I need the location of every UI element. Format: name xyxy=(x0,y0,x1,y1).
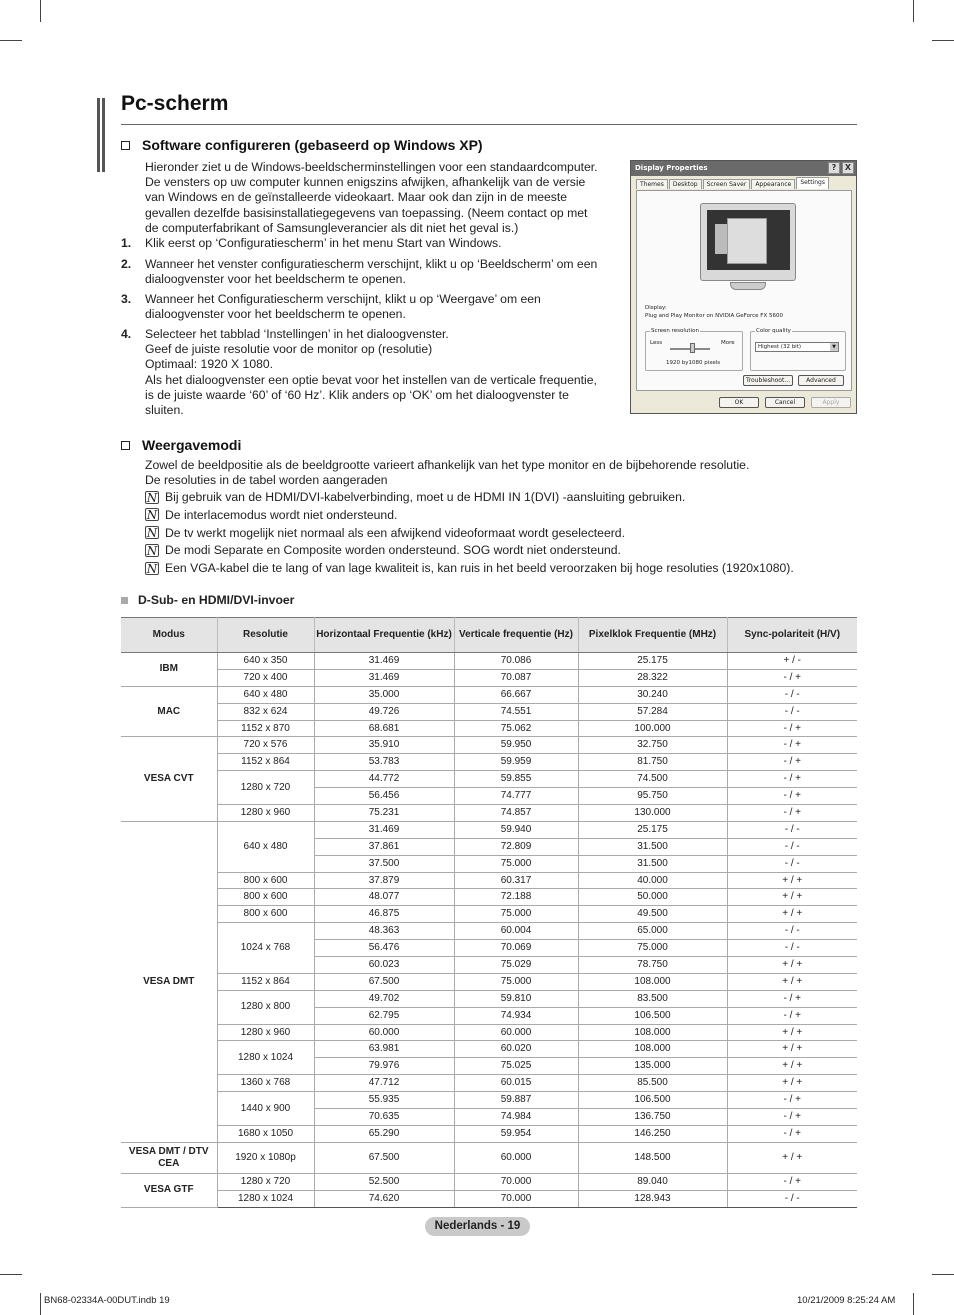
table-row xyxy=(121,1125,857,1142)
note-icon: N xyxy=(146,561,158,576)
h-freq-cell: 60.000 xyxy=(314,1024,454,1041)
v-freq-cell: 59.954 xyxy=(454,1125,578,1142)
pixel-clock-cell: 78.750 xyxy=(578,957,727,974)
sync-polarity-cell: - / - xyxy=(727,1190,857,1207)
sync-polarity-cell: - / + xyxy=(727,720,857,737)
display-label: Display: xyxy=(645,305,667,311)
resolution-group xyxy=(645,328,743,371)
resolution-slider-handle[interactable] xyxy=(690,343,695,353)
note-icon: N xyxy=(146,543,158,558)
color-quality-label: Color quality xyxy=(756,328,791,334)
sync-polarity-cell: + / + xyxy=(727,1142,857,1173)
sync-polarity-cell: - / + xyxy=(727,1125,857,1142)
sync-polarity-cell: - / + xyxy=(727,669,857,686)
text-line: Optimaal: 1920 X 1080. xyxy=(145,357,274,372)
table-row xyxy=(121,1024,857,1041)
table-row xyxy=(121,990,857,1007)
tab-desktop[interactable]: Desktop xyxy=(669,179,702,189)
h-freq-cell: 31.469 xyxy=(314,821,454,838)
v-freq-cell: 75.062 xyxy=(454,720,578,737)
h-freq-cell: 48.077 xyxy=(314,889,454,906)
table-heading-text: D-Sub- en HDMI/DVI-invoer xyxy=(138,593,295,607)
text-line: sluiten. xyxy=(145,403,184,418)
resolution-cell: 1360 x 768 xyxy=(217,1075,314,1092)
square-bullet-icon xyxy=(121,597,128,604)
mode-cell: MAC xyxy=(121,686,217,737)
h-freq-cell: 56.476 xyxy=(314,940,454,957)
v-freq-cell: 74.934 xyxy=(454,1007,578,1024)
v-freq-cell: 70.069 xyxy=(454,940,578,957)
text-line: gevallen dezelfde basisinstallatiegegevens van toepassing. (Neem contact op met xyxy=(145,205,588,220)
column-header: Sync-polariteit (H/V) xyxy=(727,618,857,653)
software-intro xyxy=(145,160,598,236)
color-quality-select[interactable] xyxy=(755,342,839,352)
sync-polarity-cell: - / + xyxy=(727,1109,857,1126)
pixel-clock-cell: 85.500 xyxy=(578,1075,727,1092)
sync-polarity-cell: - / + xyxy=(727,1092,857,1109)
text-line: Als het dialoogvenster een optie bevat voor het instellen van de verticale frequentie, xyxy=(145,372,597,387)
resolution-cell: 1920 x 1080p xyxy=(217,1142,314,1173)
h-freq-cell: 35.910 xyxy=(314,737,454,754)
h-freq-cell: 63.981 xyxy=(314,1041,454,1058)
pixel-clock-cell: 100.000 xyxy=(578,720,727,737)
v-freq-cell: 60.317 xyxy=(454,872,578,889)
h-freq-cell: 49.702 xyxy=(314,990,454,1007)
troubleshoot-button[interactable]: Troubleshoot... xyxy=(743,375,793,386)
text-line: De resoluties in de tabel worden aangeraden xyxy=(145,473,388,488)
h-freq-cell: 31.469 xyxy=(314,653,454,670)
sync-polarity-cell: - / - xyxy=(727,686,857,703)
note-item xyxy=(145,508,397,522)
step-item xyxy=(121,327,625,418)
pixel-clock-cell: 32.750 xyxy=(578,737,727,754)
note-text: De tv werkt mogelijk niet normaal als een afwijkend videoformaat wordt geselecteerd. xyxy=(165,525,625,540)
pixel-clock-cell: 108.000 xyxy=(578,1024,727,1041)
mode-cell: VESA DMT / DTV CEA xyxy=(121,1142,217,1173)
crop-mark xyxy=(932,1274,954,1275)
pixel-clock-cell: 95.750 xyxy=(578,788,727,805)
text-line: Geef de juiste resolutie voor de monitor op (resolutie) xyxy=(145,342,433,357)
section-heading-modes xyxy=(121,437,241,453)
column-header: Horizontaal Frequentie (kHz) xyxy=(314,618,454,653)
sync-polarity-cell: - / + xyxy=(727,1173,857,1190)
pixel-clock-cell: 106.500 xyxy=(578,1092,727,1109)
resolution-label: Screen resolution xyxy=(651,328,699,334)
section-heading-text: Software configureren (gebaseerd op Windows XP) xyxy=(142,137,483,153)
crop-mark xyxy=(932,40,954,41)
text-line: Selecteer het tabblad ‘Instellingen’ in het dialoogvenster. xyxy=(145,327,449,341)
sync-polarity-cell: - / + xyxy=(727,737,857,754)
dialog-titlebar xyxy=(631,161,856,176)
note-text: Bij gebruik van de HDMI/DVI-kabelverbinding, moet u de HDMI IN 1(DVI) -aansluiting gebruiken. xyxy=(165,490,686,504)
table-row xyxy=(121,754,857,771)
note-item xyxy=(145,490,685,504)
crop-mark xyxy=(0,1274,22,1275)
sync-polarity-cell: - / - xyxy=(727,703,857,720)
h-freq-cell: 60.023 xyxy=(314,957,454,974)
column-header: Resolutie xyxy=(217,618,314,653)
column-header: Verticale frequentie (Hz) xyxy=(454,618,578,653)
v-freq-cell: 66.667 xyxy=(454,686,578,703)
sync-polarity-cell: + / + xyxy=(727,973,857,990)
resolution-cell: 800 x 600 xyxy=(217,906,314,923)
resolution-cell: 1280 x 1024 xyxy=(217,1041,314,1075)
pixel-clock-cell: 128.943 xyxy=(578,1190,727,1207)
note-icon: N xyxy=(146,526,158,541)
h-freq-cell: 65.290 xyxy=(314,1125,454,1142)
v-freq-cell: 70.000 xyxy=(454,1173,578,1190)
checkbox-bullet-icon xyxy=(121,441,130,450)
step-item xyxy=(121,257,625,287)
note-text: Een VGA-kabel die te lang of van lage kwaliteit is, kan ruis in het beeld veroorzaken bij hoge resoluties (1920x1080). xyxy=(165,561,794,576)
h-freq-cell: 74.620 xyxy=(314,1190,454,1207)
pixel-clock-cell: 65.000 xyxy=(578,923,727,940)
resolution-cell: 1152 x 864 xyxy=(217,754,314,771)
table-row xyxy=(121,737,857,754)
h-freq-cell: 47.712 xyxy=(314,1075,454,1092)
h-freq-cell: 37.879 xyxy=(314,872,454,889)
table-row xyxy=(121,686,857,703)
text-line: De vensters op uw computer kunnen enigszins afwijken, afhankelijk van de versie xyxy=(145,175,586,190)
less-label: Less xyxy=(650,340,663,346)
text-line: de computerfabrikant of Samsungleverancier als dit niet het geval is.) xyxy=(145,220,519,235)
step-text xyxy=(145,292,625,322)
table-row xyxy=(121,1041,857,1058)
h-freq-cell: 49.726 xyxy=(314,703,454,720)
resolution-cell: 640 x 350 xyxy=(217,653,314,670)
note-text: De interlacemodus wordt niet ondersteund. xyxy=(165,507,398,522)
note-item xyxy=(145,526,625,540)
pixel-clock-cell: 81.750 xyxy=(578,754,727,771)
v-freq-cell: 74.984 xyxy=(454,1109,578,1126)
display-properties-dialog xyxy=(630,160,857,414)
step-text xyxy=(145,257,625,287)
imprint-file: BN68-02334A-00DUT.indb 19 xyxy=(44,1295,170,1306)
table-row xyxy=(121,889,857,906)
text-line: Hieronder ziet u de Windows-beeldscherminstellingen voor een standaardcomputer. xyxy=(145,160,598,174)
note-icon: N xyxy=(146,490,158,505)
step-text xyxy=(145,236,625,251)
modes-intro xyxy=(145,458,749,488)
h-freq-cell: 55.935 xyxy=(314,1092,454,1109)
sync-polarity-cell: - / - xyxy=(727,923,857,940)
h-freq-cell: 44.772 xyxy=(314,771,454,788)
apply-button[interactable]: Apply xyxy=(811,397,851,408)
mode-cell: VESA GTF xyxy=(121,1173,217,1207)
table-row xyxy=(121,1173,857,1190)
pixel-clock-cell: 148.500 xyxy=(578,1142,727,1173)
v-freq-cell: 70.087 xyxy=(454,669,578,686)
text-line: dialoogvenster voor het beeldscherm te openen. xyxy=(145,307,406,322)
dialog-title: Display Properties xyxy=(635,164,708,172)
sync-polarity-cell: - / - xyxy=(727,855,857,872)
table-header-row xyxy=(121,618,857,653)
pixel-clock-cell: 31.500 xyxy=(578,855,727,872)
step-item xyxy=(121,236,625,251)
tab-settings[interactable]: Settings xyxy=(796,177,829,189)
v-freq-cell: 60.015 xyxy=(454,1075,578,1092)
page-title: Pc-scherm xyxy=(121,92,229,115)
pixel-clock-cell: 83.500 xyxy=(578,990,727,1007)
table-row xyxy=(121,821,857,838)
pixel-clock-cell: 25.175 xyxy=(578,653,727,670)
sync-polarity-cell: - / + xyxy=(727,990,857,1007)
text-line: Wanneer het Configuratiescherm verschijnt, klikt u op ‘Weergave’ om een xyxy=(145,292,541,306)
ok-button[interactable]: OK xyxy=(719,397,759,408)
v-freq-cell: 75.029 xyxy=(454,957,578,974)
resolution-cell: 1280 x 960 xyxy=(217,1024,314,1041)
resolution-cell: 1280 x 720 xyxy=(217,1173,314,1190)
tab-themes[interactable]: Themes xyxy=(636,179,668,189)
pixel-clock-cell: 49.500 xyxy=(578,906,727,923)
table-row xyxy=(121,1092,857,1109)
v-freq-cell: 74.777 xyxy=(454,788,578,805)
table-row xyxy=(121,720,857,737)
table-row xyxy=(121,771,857,788)
tab-appearance[interactable]: Appearance xyxy=(751,179,795,189)
title-divider xyxy=(121,124,857,125)
color-quality-value: Highest (32 bit) xyxy=(758,344,802,350)
table-row xyxy=(121,1190,857,1207)
resolution-cell: 1024 x 768 xyxy=(217,923,314,974)
h-freq-cell: 46.875 xyxy=(314,906,454,923)
sync-polarity-cell: + / + xyxy=(727,957,857,974)
v-freq-cell: 74.857 xyxy=(454,805,578,822)
sync-polarity-cell: - / + xyxy=(727,788,857,805)
pixel-clock-cell: 25.175 xyxy=(578,821,727,838)
advanced-button[interactable]: Advanced xyxy=(798,375,844,386)
monitor-preview-icon xyxy=(700,203,796,281)
h-freq-cell: 37.861 xyxy=(314,838,454,855)
resolution-cell: 800 x 600 xyxy=(217,889,314,906)
h-freq-cell: 31.469 xyxy=(314,669,454,686)
sync-polarity-cell: + / - xyxy=(727,653,857,670)
resolution-cell: 720 x 576 xyxy=(217,737,314,754)
v-freq-cell: 70.000 xyxy=(454,1190,578,1207)
note-item xyxy=(145,561,794,575)
display-value: Plug and Play Monitor on NVIDIA GeForce FX 5600 xyxy=(645,313,783,319)
sync-polarity-cell: - / - xyxy=(727,940,857,957)
imprint-date: 10/21/2009 8:25:24 AM xyxy=(797,1295,896,1306)
pixel-clock-cell: 146.250 xyxy=(578,1125,727,1142)
sync-polarity-cell: + / + xyxy=(727,1058,857,1075)
h-freq-cell: 67.500 xyxy=(314,973,454,990)
resolution-cell: 720 x 400 xyxy=(217,669,314,686)
v-freq-cell: 60.000 xyxy=(454,1142,578,1173)
step-number: 4. xyxy=(121,327,132,341)
sync-polarity-cell: - / + xyxy=(727,754,857,771)
v-freq-cell: 75.000 xyxy=(454,855,578,872)
resolution-cell: 1280 x 960 xyxy=(217,805,314,822)
resolution-cell: 640 x 480 xyxy=(217,821,314,872)
pixel-clock-cell: 130.000 xyxy=(578,805,727,822)
mode-cell: VESA CVT xyxy=(121,737,217,821)
close-icon[interactable]: X xyxy=(842,162,854,174)
pixel-clock-cell: 75.000 xyxy=(578,940,727,957)
dialog-tabs xyxy=(636,179,829,189)
resolution-cell: 1152 x 870 xyxy=(217,720,314,737)
resolution-cell: 1152 x 864 xyxy=(217,973,314,990)
pixel-clock-cell: 135.000 xyxy=(578,1058,727,1075)
note-item xyxy=(145,543,621,557)
chevron-down-icon: ▼ xyxy=(830,343,838,351)
v-freq-cell: 59.855 xyxy=(454,771,578,788)
resolution-cell: 1280 x 1024 xyxy=(217,1190,314,1207)
pixel-clock-cell: 74.500 xyxy=(578,771,727,788)
tab-screen-saver[interactable]: Screen Saver xyxy=(703,179,751,189)
h-freq-cell: 52.500 xyxy=(314,1173,454,1190)
sync-polarity-cell: + / + xyxy=(727,889,857,906)
pixel-clock-cell: 31.500 xyxy=(578,838,727,855)
h-freq-cell: 75.231 xyxy=(314,805,454,822)
h-freq-cell: 70.635 xyxy=(314,1109,454,1126)
text-line: Klik eerst op ‘Configuratiescherm’ in het menu Start van Windows. xyxy=(145,236,502,250)
h-freq-cell: 48.363 xyxy=(314,923,454,940)
resolution-cell: 832 x 624 xyxy=(217,703,314,720)
h-freq-cell: 79.976 xyxy=(314,1058,454,1075)
pixel-clock-cell: 57.284 xyxy=(578,703,727,720)
crop-mark xyxy=(40,0,41,22)
crop-mark xyxy=(0,40,22,41)
h-freq-cell: 67.500 xyxy=(314,1142,454,1173)
note-text: De modi Separate en Composite worden ondersteund. SOG wordt niet ondersteund. xyxy=(165,543,621,558)
resolution-cell: 640 x 480 xyxy=(217,686,314,703)
pixel-clock-cell: 28.322 xyxy=(578,669,727,686)
resolution-cell: 1440 x 900 xyxy=(217,1092,314,1126)
checkbox-bullet-icon xyxy=(121,141,130,150)
pixel-clock-cell: 108.000 xyxy=(578,1041,727,1058)
h-freq-cell: 53.783 xyxy=(314,754,454,771)
table-row xyxy=(121,703,857,720)
color-quality-group xyxy=(750,328,846,371)
sync-polarity-cell: - / - xyxy=(727,838,857,855)
sync-polarity-cell: + / + xyxy=(727,1075,857,1092)
pixel-clock-cell: 108.000 xyxy=(578,973,727,990)
resolution-cell: 800 x 600 xyxy=(217,872,314,889)
help-icon[interactable]: ? xyxy=(828,162,840,174)
v-freq-cell: 72.809 xyxy=(454,838,578,855)
h-freq-cell: 56.456 xyxy=(314,788,454,805)
table-row xyxy=(121,906,857,923)
text-line: dialoogvenster voor het beeldscherm te openen. xyxy=(145,272,406,287)
page-number-badge: Nederlands - 19 xyxy=(425,1217,530,1236)
resolution-value: 1920 by1080 pixels xyxy=(666,360,721,366)
v-freq-cell: 60.020 xyxy=(454,1041,578,1058)
h-freq-cell: 35.000 xyxy=(314,686,454,703)
table-row xyxy=(121,653,857,670)
table-row xyxy=(121,973,857,990)
h-freq-cell: 68.681 xyxy=(314,720,454,737)
pixel-clock-cell: 40.000 xyxy=(578,872,727,889)
table-row xyxy=(121,923,857,940)
sync-polarity-cell: - / + xyxy=(727,1007,857,1024)
sync-polarity-cell: + / + xyxy=(727,1024,857,1041)
v-freq-cell: 75.025 xyxy=(454,1058,578,1075)
display-modes-table xyxy=(121,617,857,1208)
resolution-cell: 1280 x 800 xyxy=(217,990,314,1024)
crop-mark xyxy=(913,0,914,22)
table-row xyxy=(121,805,857,822)
table-row xyxy=(121,1142,857,1173)
table-row xyxy=(121,872,857,889)
v-freq-cell: 75.000 xyxy=(454,973,578,990)
v-freq-cell: 59.940 xyxy=(454,821,578,838)
table-row xyxy=(121,1075,857,1092)
step-text xyxy=(145,327,625,418)
note-icon: N xyxy=(146,508,158,523)
resolution-cell: 1680 x 1050 xyxy=(217,1125,314,1142)
step-number: 1. xyxy=(121,236,132,250)
table-row xyxy=(121,669,857,686)
v-freq-cell: 74.551 xyxy=(454,703,578,720)
crop-mark xyxy=(913,1293,914,1315)
v-freq-cell: 59.959 xyxy=(454,754,578,771)
v-freq-cell: 72.188 xyxy=(454,889,578,906)
sync-polarity-cell: + / + xyxy=(727,906,857,923)
step-number: 3. xyxy=(121,292,132,306)
v-freq-cell: 60.000 xyxy=(454,1024,578,1041)
text-line: Wanneer het venster configuratiescherm verschijnt, klikt u op ‘Beeldscherm’ om een xyxy=(145,257,598,271)
pixel-clock-cell: 30.240 xyxy=(578,686,727,703)
mode-cell: VESA DMT xyxy=(121,821,217,1142)
pixel-clock-cell: 50.000 xyxy=(578,889,727,906)
v-freq-cell: 59.887 xyxy=(454,1092,578,1109)
pixel-clock-cell: 136.750 xyxy=(578,1109,727,1126)
text-line: is de juiste waarde ‘60’ of ‘60 Hz’. Klik anders op ‘OK’ om het dialoogvenster te xyxy=(145,387,569,402)
v-freq-cell: 75.000 xyxy=(454,906,578,923)
sync-polarity-cell: - / - xyxy=(727,821,857,838)
v-freq-cell: 70.086 xyxy=(454,653,578,670)
sync-polarity-cell: + / + xyxy=(727,872,857,889)
section-heading-text: Weergavemodi xyxy=(142,437,242,453)
column-header: Pixelklok Frequentie (MHz) xyxy=(578,618,727,653)
table-heading xyxy=(121,593,294,607)
crop-mark xyxy=(40,1293,41,1315)
v-freq-cell: 60.004 xyxy=(454,923,578,940)
sync-polarity-cell: - / + xyxy=(727,771,857,788)
step-number: 2. xyxy=(121,257,132,271)
h-freq-cell: 37.500 xyxy=(314,855,454,872)
more-label: More xyxy=(721,340,735,346)
resolution-cell: 1280 x 720 xyxy=(217,771,314,805)
step-item xyxy=(121,292,625,322)
v-freq-cell: 59.810 xyxy=(454,990,578,1007)
text-line: van Windows en de geïnstalleerde videokaart. Maar ook dan zijn in de meeste xyxy=(145,190,568,205)
section-heading-software xyxy=(121,137,483,153)
sync-polarity-cell: - / + xyxy=(727,805,857,822)
sync-polarity-cell: + / + xyxy=(727,1041,857,1058)
pixel-clock-cell: 106.500 xyxy=(578,1007,727,1024)
mode-cell: IBM xyxy=(121,653,217,687)
cancel-button[interactable]: Cancel xyxy=(765,397,805,408)
text-line: Zowel de beeldpositie als de beeldgrootte varieert afhankelijk van het type monitor en de bijbehorende resolutie. xyxy=(145,458,750,472)
column-header: Modus xyxy=(121,618,217,653)
monitor-stand-icon xyxy=(730,282,766,290)
v-freq-cell: 59.950 xyxy=(454,737,578,754)
settings-panel xyxy=(636,190,852,391)
h-freq-cell: 62.795 xyxy=(314,1007,454,1024)
pixel-clock-cell: 89.040 xyxy=(578,1173,727,1190)
